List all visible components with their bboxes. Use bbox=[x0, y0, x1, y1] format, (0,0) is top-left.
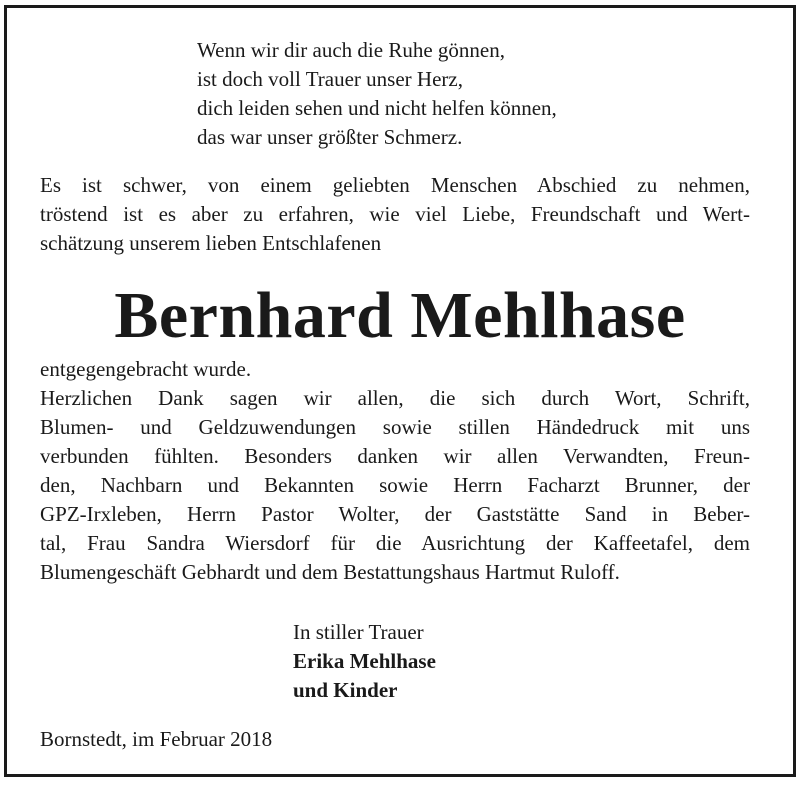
poem-line: dich leiden sehen und nicht helfen können, bbox=[197, 96, 557, 120]
intro-paragraph bbox=[40, 171, 750, 258]
thanks-line: Blumen- und Geldzuwendungen sowie stillen Händedruck mit uns bbox=[40, 415, 750, 439]
thanks-line: entgegengebracht wurde. bbox=[40, 357, 252, 381]
thanks-line: Herzlichen Dank sagen wir allen, die sich durch Wort, Schrift, bbox=[40, 386, 750, 410]
memorial-poem bbox=[197, 36, 557, 152]
deceased-name: Bernhard Mehlhase bbox=[114, 279, 686, 352]
thanks-line: tal, Frau Sandra Wiersdorf für die Ausrichtung der Kaffeetafel, dem bbox=[40, 531, 750, 555]
signature-name: Erika Mehlhase bbox=[293, 649, 436, 673]
intro-line: schätzung unserem lieben Entschlafenen bbox=[40, 231, 382, 255]
signature-block bbox=[293, 618, 436, 705]
intro-line: Es ist schwer, von einem geliebten Menschen Abschied zu nehmen, bbox=[40, 173, 750, 197]
signature-name: und Kinder bbox=[293, 678, 398, 702]
obituary-notice bbox=[4, 5, 796, 777]
place-date: Bornstedt, im Februar 2018 bbox=[40, 727, 273, 751]
thanks-line: GPZ-Irxleben, Herrn Pastor Wolter, der Gaststätte Sand in Beber- bbox=[40, 502, 750, 526]
thanks-paragraph bbox=[40, 355, 750, 587]
poem-line: Wenn wir dir auch die Ruhe gönnen, bbox=[197, 38, 505, 62]
thanks-line: Blumengeschäft Gebhardt und dem Bestattungshaus Hartmut Ruloff. bbox=[40, 560, 620, 584]
thanks-line: den, Nachbarn und Bekannten sowie Herrn Facharzt Brunner, der bbox=[40, 473, 750, 497]
poem-line: das war unser größter Schmerz. bbox=[197, 125, 463, 149]
signature-intro: In stiller Trauer bbox=[293, 620, 424, 644]
intro-line: tröstend ist es aber zu erfahren, wie viel Liebe, Freundschaft und Wert- bbox=[40, 202, 750, 226]
poem-line: ist doch voll Trauer unser Herz, bbox=[197, 67, 463, 91]
thanks-line: verbunden fühlten. Besonders danken wir allen Verwandten, Freun- bbox=[40, 444, 750, 468]
